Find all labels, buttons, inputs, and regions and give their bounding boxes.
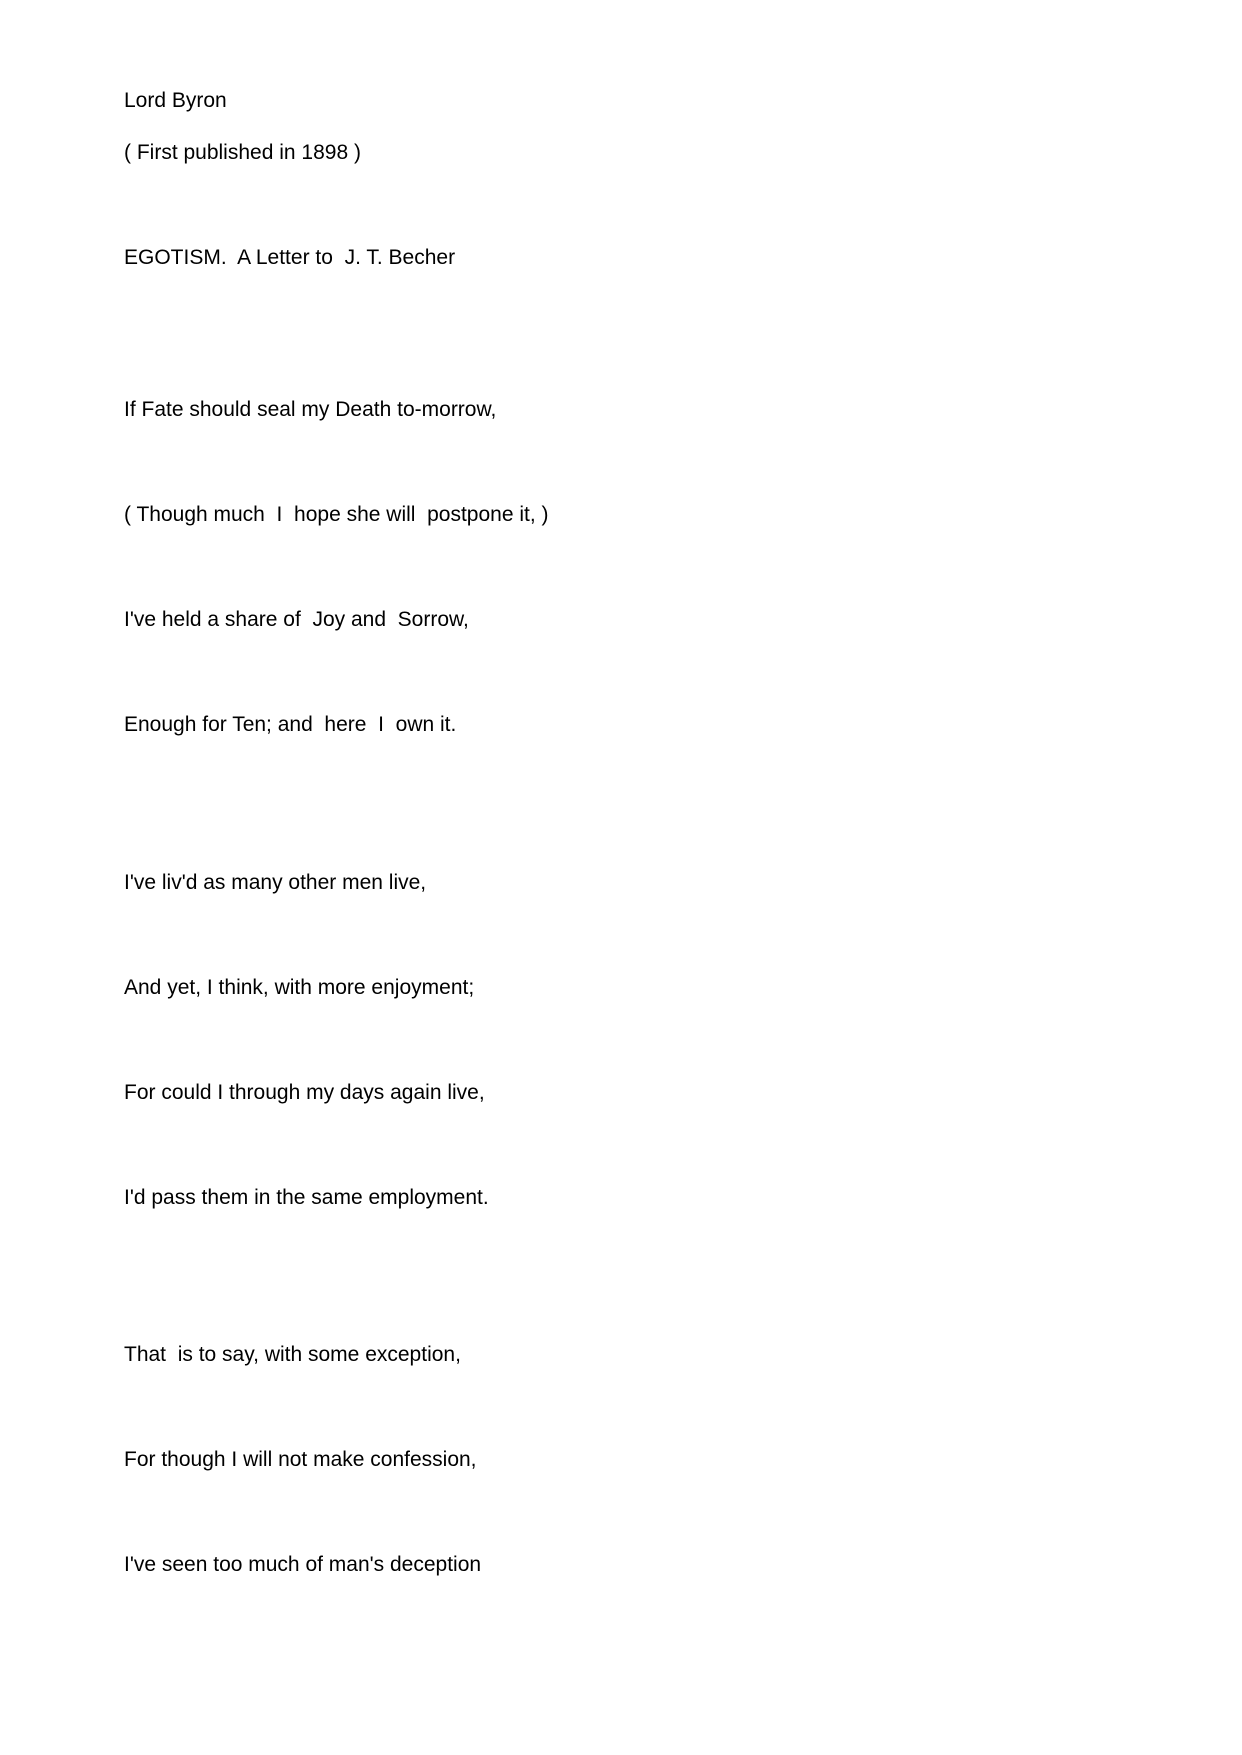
publication-note: ( First published in 1898 ): [124, 141, 361, 164]
poem-line: And yet, I think, with more enjoyment;: [124, 976, 475, 999]
author-name: Lord Byron: [124, 89, 227, 112]
poem-line: If Fate should seal my Death to-morrow,: [124, 398, 497, 421]
poem-line: For though I will not make confession,: [124, 1448, 477, 1471]
poem-title: EGOTISM. A Letter to J. T. Becher: [124, 246, 456, 269]
poem-line: I've liv'd as many other men live,: [124, 871, 427, 894]
poem-line: That is to say, with some exception,: [124, 1343, 461, 1366]
poem-line: I'd pass them in the same employment.: [124, 1186, 489, 1209]
poem-line: ( Though much I hope she will postpone it, ): [124, 503, 549, 526]
poem-line: For could I through my days again live,: [124, 1081, 485, 1104]
poem-line: I've seen too much of man's deception: [124, 1553, 482, 1576]
poem-line: I've held a share of Joy and Sorrow,: [124, 608, 469, 631]
poem-line: Enough for Ten; and here I own it.: [124, 713, 457, 736]
